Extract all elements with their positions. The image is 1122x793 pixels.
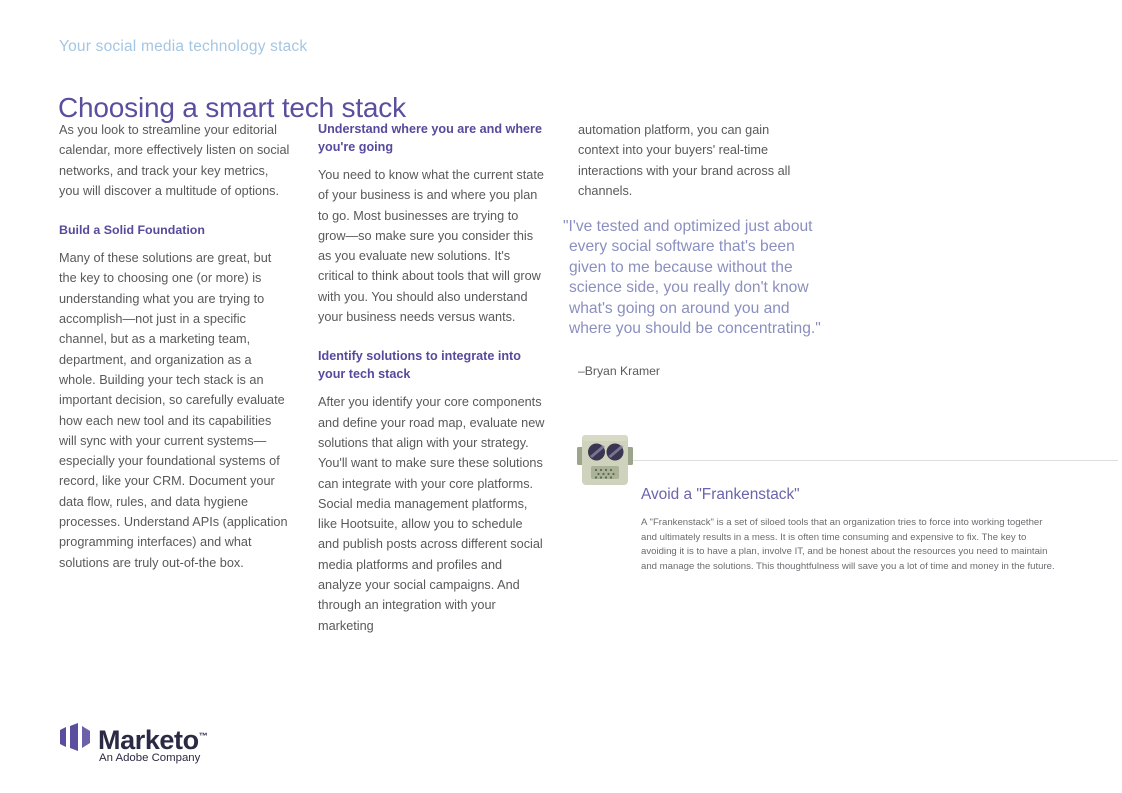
callout-body-text: A "Frankenstack" is a set of siloed tools that an organization tries to force into working together and ultimately results in a mess. It is often time consuming and expensive to fix. The key to avoiding it is to have a plan, involve IT, and be honest about the resources you need to maintain and manage the solutions. This thoughtfulness will save you a lot of time and money in the future.: [641, 517, 1055, 572]
col2-body-paragraph-2: After you identify your core components and define your road map, evaluate new solutions that align with your strategy. You'll want to make sure these solutions can integrate with your core platforms. Social media management platforms, like Hootsuite, allow you to schedule and publish posts across different social media platforms and profiles and analyze your social campaigns. And through an integration with your marketing: [318, 395, 545, 633]
col2-subheading-2: Identify solutions to integrate into your tech stack: [318, 349, 521, 382]
text-column-3: [578, 120, 806, 201]
logo-trademark-symbol: ™: [198, 731, 208, 741]
marketo-logo: [59, 721, 259, 767]
eyebrow-text: Your social media technology stack: [59, 38, 308, 55]
page-title: Choosing a smart tech stack: [58, 91, 406, 123]
marketo-flame-icon: [59, 723, 93, 751]
col2-body-paragraph-1: You need to know what the current state of your business is and where you plan to go. Most businesses are trying to grow—so make sure you consider this as you evaluate new solutions. It's critical to think about tools that will grow with you. You should also understand your business needs versus wants.: [318, 168, 544, 325]
logo-name-text: Marketo: [98, 725, 199, 755]
logo-tagline: An Adobe Company: [99, 752, 201, 764]
text-column-1: [59, 120, 291, 573]
col1-subheading: Build a Solid Foundation: [59, 223, 205, 238]
col2-subheading-1: Understand where you are and where you're going: [318, 122, 542, 154]
col3-body-paragraph: automation platform, you can gain context into your buyers' real-time interactions with your brand across all channels.: [578, 123, 791, 198]
col1-intro-paragraph: As you look to streamline your editorial calendar, more effectively listen on social networks, and track your key metrics, you will discover a multitude of options.: [59, 123, 290, 198]
callout-title: Avoid a "Frankenstack": [641, 486, 800, 503]
logo-wordmark: [98, 721, 208, 755]
pull-quote: "I've tested and optimized just about every social software that's been given to me because without the science side, you really don't know what's going on around you and where you should be concentrating.": [563, 218, 821, 338]
col1-body-paragraph: Many of these solutions are great, but the key to choosing one (or more) is understanding what you are trying to accomplish—not just in a specific channel, but as a marketing team, department, and organization as a whole. Building your tech stack is an important decision, so carefully evaluate how each new tool and its capabilities will sync with your current systems—especially your foundational systems of record, like your CRM. Document your data flow, rules, and data hygiene processes. Understand APIs (application programming interfaces) and what solutions are truly out-of-the box.: [59, 251, 288, 570]
text-column-2: [318, 120, 546, 636]
pull-quote-attribution: –Bryan Kramer: [578, 364, 660, 378]
callout-divider: [632, 460, 1118, 461]
robot-icon: [577, 432, 633, 488]
